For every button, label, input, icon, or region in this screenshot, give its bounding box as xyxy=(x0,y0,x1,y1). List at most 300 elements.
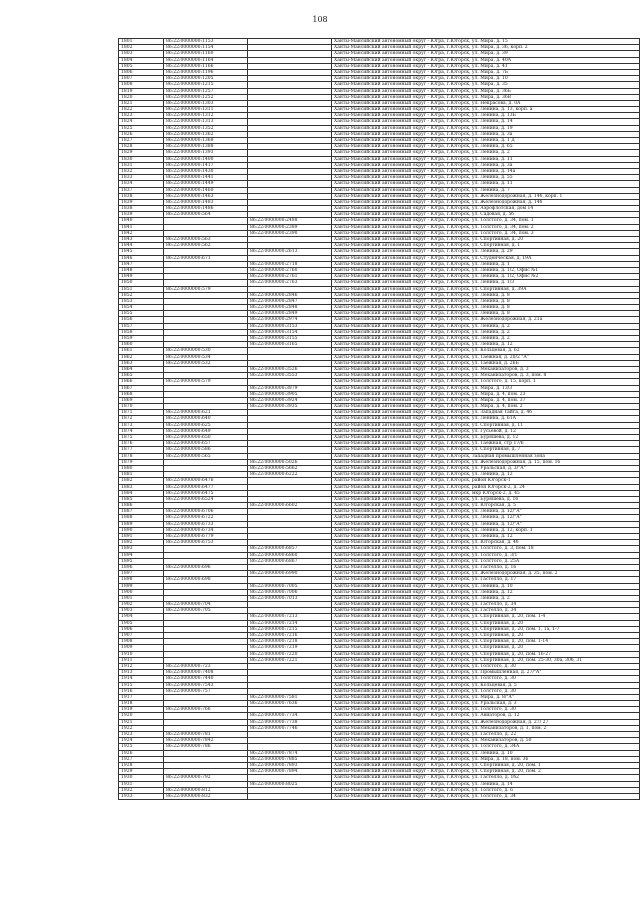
cadastral-number-land: 86:22:0000000:534 xyxy=(164,354,248,360)
address: Ханты-Мансийский автономный округ - Югра, г.Югорск, ул. Ленина, д. 2 xyxy=(332,323,640,329)
address: Ханты-Мансийский автономный округ - Югра, г.Югорск, ул. Ленина, д. 2 xyxy=(332,595,640,601)
address: Ханты-Мансийский автономный округ - Югра, г.Югорск, ул. Гастелло, д. 34 xyxy=(332,602,640,608)
cadastral-number-premises: 86:22:0000000:3924 xyxy=(248,397,332,403)
address: Ханты-Мансийский автономный округ - Югра, г.Югорск, район Югорск-2, д. 24 xyxy=(332,484,640,490)
cadastral-number-premises: 86:22:0000000:7874 xyxy=(248,750,332,756)
address: Ханты-Мансийский автономный округ - Югра, г.Югорск, ул. Толстого, д. 25А xyxy=(332,558,640,564)
cadastral-number-premises: 86:22:0000000:7581 xyxy=(248,694,332,700)
cadastral-number-land: 86:22:0000000:562 xyxy=(164,243,248,249)
address: Ханты-Мансийский автономный округ - Югра, г.Югорск, ул. Ленина, д. 2 xyxy=(332,329,640,335)
address: Ханты-Мансийский автономный округ - Югра, г.Югорск, район Югорск-1 xyxy=(332,478,640,484)
address: Ханты-Мансийский автономный округ - Югра, г.Югорск, ул. Спортивная, д. 39А xyxy=(332,286,640,292)
cadastral-number-premises: 86:22:0000000:2390 xyxy=(248,230,332,236)
page-number: 108 xyxy=(312,15,328,24)
cadastral-number-land: 86:22:0000000:1153 xyxy=(164,39,248,45)
cadastral-number-premises: 86:22:0000000:6222 xyxy=(248,472,332,478)
row-number: 1904 xyxy=(119,614,164,620)
address: Ханты-Мансийский автономный округ - Югра, г.Югорск, ул. Спортивная, д. 20, пом. 1-14 xyxy=(332,639,640,645)
row-number: 1926 xyxy=(119,750,164,756)
cadastral-number-land: 86:22:0000000:1400 xyxy=(164,156,248,162)
cadastral-number-land: 86:22:0000000:6734 xyxy=(164,527,248,533)
address: Ханты-Мансийский автономный округ - Югра, г.Югорск, ул. Ленина, д. 65 xyxy=(332,144,640,150)
address: Ханты-Мансийский автономный округ - Югра, г.Югорск, ул. Гастелло, д. 17 xyxy=(332,577,640,583)
address: Ханты-Мансийский автономный округ - Югра, г.Югорск, ул. Толстого, д. 30 xyxy=(332,676,640,682)
row-number: 1894 xyxy=(119,552,164,558)
row-number: 1898 xyxy=(119,577,164,583)
address: Ханты-Мансийский автономный округ - Югра, г.Югорск, ул. Мира, д. 40А xyxy=(332,57,640,63)
row-number: 1906 xyxy=(119,626,164,632)
address: Ханты-Мансийский автономный округ - Югра, г.Югорск, ул. Мира, д. 13/3 xyxy=(332,385,640,391)
address: Ханты-Мансийский автономный округ - Югра, г.Югорск, ул. Ленина, д. 12/"А" xyxy=(332,515,640,521)
cadastral-number-premises: 86:22:0000000:7894 xyxy=(248,769,332,775)
address: Ханты-Мансийский автономный округ - Югра, г.Югорск, ул. Ленина, д. 13Б xyxy=(332,113,640,119)
registry-table-body xyxy=(119,39,640,800)
cadastral-number-premises: 86:22:0000000:7218 xyxy=(248,639,332,645)
address: Ханты-Мансийский автономный округ - Югра, г.Югорск, ул. Железнодорожная, д. 35, пом. 2 xyxy=(332,571,640,577)
row-number: 1841 xyxy=(119,224,164,230)
cadastral-number-land: 86:22:0000000:1154 xyxy=(164,45,248,51)
row-number: 1907 xyxy=(119,633,164,639)
row-number: 1875 xyxy=(119,435,164,441)
row-number: 1868 xyxy=(119,391,164,397)
address: Ханты-Мансийский автономный округ - Югра, г.Югорск, ул. Ленина, д. 10 xyxy=(332,750,640,756)
row-number: 1840 xyxy=(119,218,164,224)
cadastral-number-premises: 86:22:0000000:2846 xyxy=(248,292,332,298)
row-number: 1850 xyxy=(119,280,164,286)
address: Ханты-Мансийский автономный округ - Югра, г.Югорск, ул. Гастелло, д. 1б2 xyxy=(332,775,640,781)
row-number: 1858 xyxy=(119,329,164,335)
cadastral-number-premises: 86:22:0000000:7746 xyxy=(248,725,332,731)
row-number: 1917 xyxy=(119,694,164,700)
cadastral-number-premises: 86:22:0000000:2761 xyxy=(248,274,332,280)
cadastral-number-land: 86:22:0000000:1388 xyxy=(164,144,248,150)
row-number: 1852 xyxy=(119,292,164,298)
row-number: 1865 xyxy=(119,373,164,379)
cadastral-number-premises: 86:22:0000000:7215 xyxy=(248,626,332,632)
row-number: 1853 xyxy=(119,298,164,304)
address: Ханты-Мансийский автономный округ - Югра, г.Югорск, ул. Мира, д. 7Б xyxy=(332,69,640,75)
address: Ханты-Мансийский автономный округ - Югра, г.Югорск, Западная промышленная зона xyxy=(332,453,640,459)
row-number: 1884 xyxy=(119,490,164,496)
cadastral-number-land: 86:22:0000000:621 xyxy=(164,410,248,416)
cadastral-number-land: 86:22:0000000:1441 xyxy=(164,175,248,181)
cadastral-number-land: 86:22:0000000:7543 xyxy=(164,682,248,688)
cadastral-number-premises: 86:22:0000000:7213 xyxy=(248,614,332,620)
address: Ханты-Мансийский автономный округ - Югра, г.Югорск, ул. Буряшева, д. 16 xyxy=(332,496,640,502)
row-number: 1829 xyxy=(119,150,164,156)
row-number: 1839 xyxy=(119,212,164,218)
row-number: 1879 xyxy=(119,459,164,465)
cadastral-number-land: 86:22:0000000:564 xyxy=(164,212,248,218)
row-number: 1922 xyxy=(119,725,164,731)
row-number: 1911 xyxy=(119,657,164,663)
row-number: 1848 xyxy=(119,267,164,273)
row-number: 1837 xyxy=(119,187,164,193)
cadastral-number-land: 86:22:0000000:698 xyxy=(164,577,248,583)
cadastral-number-land: 86:22:0000000:6476 xyxy=(164,478,248,484)
cadastral-number-premises: 86:22:0000000:7738 xyxy=(248,719,332,725)
row-number: 1910 xyxy=(119,651,164,657)
row-number: 1886 xyxy=(119,503,164,509)
cadastral-number-land: 86:22:0000000:6722 xyxy=(164,515,248,521)
cadastral-number-land: 86:22:0000000:671 xyxy=(164,255,248,261)
cadastral-number-premises: 86:22:0000000:7734 xyxy=(248,713,332,719)
cadastral-number-land: 86:22:0000000:1196 xyxy=(164,69,248,75)
row-number: 1915 xyxy=(119,682,164,688)
row-number: 1925 xyxy=(119,744,164,750)
cadastral-number-premises: 86:22:0000000:3165 xyxy=(248,342,332,348)
row-number: 1823 xyxy=(119,113,164,119)
cadastral-number-premises: 86:22:0000000:7216 xyxy=(248,633,332,639)
address: Ханты-Мансийский автономный округ - Югра, г.Югорск, ул. Мира, д. 4, пом. 23 xyxy=(332,391,640,397)
address: Ханты-Мансийский автономный округ - Югра, г.Югорск, ул. Ленина, д. 7 xyxy=(332,187,640,193)
cadastral-number-premises: 86:22:0000000:2974 xyxy=(248,317,332,323)
row-number: 1827 xyxy=(119,138,164,144)
address: Ханты-Мансийский автономный округ - Югра, г.Югорск, ул. Ленина, д. 29 xyxy=(332,249,640,255)
address: Ханты-Мансийский автономный округ - Югра, г.Югорск, ул. Спортивная, д. 20 xyxy=(332,633,640,639)
row-number: 1825 xyxy=(119,125,164,131)
cadastral-number-premises: 86:22:0000000:3553 xyxy=(248,373,332,379)
row-number: 1888 xyxy=(119,515,164,521)
row-number: 1832 xyxy=(119,168,164,174)
cadastral-number-land: 86:22:0000000:812 xyxy=(164,787,248,793)
cadastral-number-land: 86:22:0000000:781 xyxy=(164,732,248,738)
cadastral-number-premises: 86:22:0000000:2849 xyxy=(248,311,332,317)
cadastral-number-land: 86:22:0000000:705 xyxy=(164,608,248,614)
table-row xyxy=(119,193,640,199)
row-number: 1920 xyxy=(119,713,164,719)
row-number: 1916 xyxy=(119,688,164,694)
row-number: 1870 xyxy=(119,404,164,410)
cadastral-number-land: 86:22:0000000:832 xyxy=(164,793,248,799)
cadastral-number-land: 86:22:0000000:586 xyxy=(164,447,248,453)
address: Ханты-Мансийский автономный округ - Югра, г.Югорск, ул. Ленина, д. 2 xyxy=(332,150,640,156)
cadastral-number-premises: 86:22:0000000:2488 xyxy=(248,218,332,224)
row-number: 1847 xyxy=(119,261,164,267)
cadastral-number-premises: 86:22:0000000:5026 xyxy=(248,459,332,465)
address: Ханты-Мансийский автономный округ - Югра, г.Югорск, ул. Спортивная, д. 20 xyxy=(332,645,640,651)
address: Ханты-Мансийский автономный округ - Югра, г.Югорск, ул. Спортивная, д. 11 xyxy=(332,422,640,428)
address: Ханты-Мансийский автономный округ - Югра, г.Югорск, ул. Толстого, д. 34, пом. 2 xyxy=(332,224,640,230)
cadastral-number-land: 86:22:0000000:650 xyxy=(164,435,248,441)
cadastral-number-land: 86:22:0000000:649 xyxy=(164,428,248,434)
cadastral-number-land: 86:22:0000000:1303 xyxy=(164,100,248,106)
address: Ханты-Мансийский автономный округ - Югра, г.Югорск, ул. Ленина, д. 12 xyxy=(332,342,640,348)
address: Ханты-Мансийский автономный округ - Югра, г.Югорск, ул. Мира, д. 36Б xyxy=(332,88,640,94)
row-number: 1893 xyxy=(119,546,164,552)
address: Ханты-Мансийский автономный округ - Югра, г.Югорск, ул. Толстого, д. 30 xyxy=(332,663,640,669)
address: Ханты-Мансийский автономный округ - Югра, г.Югорск, ул. Мира, д. 10 xyxy=(332,76,640,82)
address: Ханты-Мансийский автономный округ - Югра, г.Югорск, ул. Ленина, д. 12 xyxy=(332,589,640,595)
row-number: 1919 xyxy=(119,707,164,713)
row-number: 1844 xyxy=(119,243,164,249)
address: Ханты-Мансийский автономный округ - Югра, г.Югорск, ул. Мира, д. 41 xyxy=(332,63,640,69)
row-number: 1896 xyxy=(119,564,164,570)
row-number: 1927 xyxy=(119,756,164,762)
cadastral-number-premises: 86:22:0000000:3154 xyxy=(248,329,332,335)
cadastral-number-premises: 86:22:0000000:7005 xyxy=(248,583,332,589)
cadastral-number-premises: 86:22:0000000:3526 xyxy=(248,366,332,372)
row-number: 1828 xyxy=(119,144,164,150)
cadastral-number-premises: 86:22:0000000:7221 xyxy=(248,657,332,663)
row-number: 1881 xyxy=(119,472,164,478)
row-number: 1876 xyxy=(119,441,164,447)
cadastral-number-land: 86:22:0000000:6779 xyxy=(164,534,248,540)
cadastral-number-land: 86:22:0000000:723 xyxy=(164,663,248,669)
row-number: 1895 xyxy=(119,558,164,564)
cadastral-number-premises: 86:22:0000000:7220 xyxy=(248,651,332,657)
address: Ханты-Мансийский автономный округ - Югра, г.Югорск, ул. Механизаторов, д. 50 xyxy=(332,738,640,744)
cadastral-number-premises: 86:22:0000000:2848 xyxy=(248,305,332,311)
row-number: 1830 xyxy=(119,156,164,162)
row-number: 1930 xyxy=(119,775,164,781)
row-number: 1851 xyxy=(119,286,164,292)
address: Ханты-Мансийский автономный округ - Югра, г.Югорск, ул. Железнодорожная, д. 27/ 27 xyxy=(332,719,640,725)
address: Ханты-Мансийский автономный округ - Югра, г.Югорск, ул. Толстого, д. 30 xyxy=(332,688,640,694)
cadastral-number-premises: 86:22:0000000:7636 xyxy=(248,701,332,707)
cadastral-number-premises: 86:22:0000000:6857 xyxy=(248,546,332,552)
cadastral-number-premises: 86:22:0000000:2763 xyxy=(248,280,332,286)
row-number: 1921 xyxy=(119,719,164,725)
row-number: 1902 xyxy=(119,602,164,608)
row-number: 1872 xyxy=(119,416,164,422)
row-number: 1889 xyxy=(119,521,164,527)
address: Ханты-Мансийский автономный округ - Югра, г.Югорск, ул. Спортивная, д. 20, пом. 1-4 xyxy=(332,614,640,620)
address: Ханты-Мансийский автономный округ - Югра, г.Югорск, ул. Ленина, д. 11 xyxy=(332,181,640,187)
row-number: 1863 xyxy=(119,360,164,366)
row-number: 1867 xyxy=(119,385,164,391)
address: Ханты-Мансийский автономный округ - Югра, г.Югорск, ул. Механизаторов, д. 1, пом. 2 xyxy=(332,725,640,731)
address: Ханты-Мансийский автономный округ - Югра, г.Югорск, ул. Ленина, д. 12, корп. 1 xyxy=(332,527,640,533)
address: Ханты-Мансийский автономный округ - Югра, г.Югорск, ул. Железнодорожная, д. 15, пом. 16 xyxy=(332,459,640,465)
address: Ханты-Мансийский автономный округ - Югра, г.Югорск, ул. Ленина, д. 8 xyxy=(332,311,640,317)
address: Ханты-Мансийский автономный округ - Югра, г.Югорск, ул. Ленина, д. 12 xyxy=(332,472,640,478)
registry-table xyxy=(118,38,640,800)
row-number: 1856 xyxy=(119,317,164,323)
address: Ханты-Мансийский автономный округ - Югра, г.Югорск, ул. Спортивная, д. 20 xyxy=(332,237,640,243)
address: Ханты-Мансийский автономный округ - Югра, г.Югорск, ул. Некрасова, д. 0А xyxy=(332,100,640,106)
cadastral-number-land: 86:22:0000000:7408 xyxy=(164,670,248,676)
row-number: 1883 xyxy=(119,484,164,490)
address: Ханты-Мансийский автономный округ - Югра, г.Югорск, ул. Мира, д. 4, пом. 37 xyxy=(332,397,640,403)
cadastral-number-premises: 86:22:0000000:7893 xyxy=(248,762,332,768)
row-number: 1885 xyxy=(119,496,164,502)
cadastral-number-premises: 86:22:0000000:7219 xyxy=(248,645,332,651)
cadastral-number-premises: 86:22:0000000:3879 xyxy=(248,385,332,391)
row-number: 1860 xyxy=(119,342,164,348)
row-number: 1808 xyxy=(119,82,164,88)
cadastral-number-premises: 86:22:0000000:7214 xyxy=(248,620,332,626)
cadastral-number-land: 86:22:0000000:530 xyxy=(164,348,248,354)
cadastral-number-land: 86:22:0000000:6753 xyxy=(164,540,248,546)
address: Ханты-Мансийский автономный округ - Югра, г.Югорск, ул. Югорская, д. 4б xyxy=(332,540,640,546)
cadastral-number-land: 86:22:0000000:1362 xyxy=(164,131,248,137)
address: Ханты-Мансийский автономный округ - Югра, г.Югорск, ул. Ленина, д. 1 Д xyxy=(332,138,640,144)
cadastral-number-land: 86:22:0000000:786 xyxy=(164,744,248,750)
address: Ханты-Мансийский автономный округ - Югра, г.Югорск, ул. Ленина, д. 1/2, Офис №1 xyxy=(332,267,640,273)
address: Ханты-Мансийский автономный округ - Югра, г.Югорск, ул. Механизаторов, д. 3 xyxy=(332,366,640,372)
cadastral-number-land: 86:22:0000000:579 xyxy=(164,379,248,385)
cadastral-number-premises: 86:22:0000000:3153 xyxy=(248,323,332,329)
row-number: 1859 xyxy=(119,336,164,342)
address: Ханты-Мансийский автономный округ - Югра, г.Югорск, ул. Кольцевая, д. 5 xyxy=(332,682,640,688)
row-number: 1857 xyxy=(119,323,164,329)
cadastral-number-land: 86:22:0000000:757 xyxy=(164,688,248,694)
cadastral-number-land: 86:22:0000000:1430 xyxy=(164,168,248,174)
address: Ханты-Мансийский автономный округ - Югра, г.Югорск, ул. Таежная, д. 20/2 "А" xyxy=(332,354,640,360)
row-number: 1822 xyxy=(119,107,164,113)
address: Ханты-Мансийский автономный округ - Югра, г.Югорск, ул. Уральская, д. 3 xyxy=(332,701,640,707)
address: Ханты-Мансийский автономный округ - Югра, г.Югорск, ул. Аэрофлотская, дом 14 xyxy=(332,206,640,212)
cadastral-number-land: 86:22:0000000:1486 xyxy=(164,206,248,212)
row-number: 1909 xyxy=(119,645,164,651)
row-number: 1918 xyxy=(119,701,164,707)
row-number: 1861 xyxy=(119,348,164,354)
address: Ханты-Мансийский автономный округ - Югра, г.Югорск, ул. Югорская, д. 5 xyxy=(332,503,640,509)
cadastral-number-premises: 86:22:0000000:7006 xyxy=(248,589,332,595)
row-number: 1933 xyxy=(119,793,164,799)
cadastral-number-land: 86:22:0000000:640 xyxy=(164,416,248,422)
row-number: 1929 xyxy=(119,769,164,775)
cadastral-number-land: 86:22:0000000:6524 xyxy=(164,496,248,502)
address: Ханты-Мансийский автономный округ - Югра, г.Югорск, ул. Западная Тайга, д. 4б xyxy=(332,410,640,416)
cadastral-number-land: 86:22:0000000:6706 xyxy=(164,509,248,515)
address: Ханты-Мансийский автономный округ - Югра, г.Югорск, ул. Ленина, д. 8 xyxy=(332,305,640,311)
address: Ханты-Мансийский автономный округ - Югра, г.Югорск, ул. Спортивная, д. 1 xyxy=(332,243,640,249)
cadastral-number-land: 86:22:0000000:1205 xyxy=(164,76,248,82)
address: Ханты-Мансийский автономный округ - Югра, г.Югорск, ул. Спортивная, д. 7 xyxy=(332,447,640,453)
address: Ханты-Мансийский автономный округ - Югра, г.Югорск, ул. Мира, д. 15 xyxy=(332,39,640,45)
row-number: 1819 xyxy=(119,88,164,94)
row-number: 1802 xyxy=(119,45,164,51)
row-number: 1843 xyxy=(119,237,164,243)
cadastral-number-land: 86:22:0000000:6475 xyxy=(164,490,248,496)
address: Ханты-Мансийский автономный округ - Югра, г.Югорск, ул. Толстого, д. 34 xyxy=(332,793,640,799)
address: Ханты-Мансийский автономный округ - Югра, г.Югорск, ул. Спортивная, д. 20, пом. 1, 1а, 1-7 xyxy=(332,626,640,632)
row-number: 1923 xyxy=(119,732,164,738)
table-row xyxy=(119,793,640,799)
cadastral-number-land: 86:22:0000000:565 xyxy=(164,453,248,459)
cadastral-number-land: 86:22:0000000:1312 xyxy=(164,113,248,119)
address: Ханты-Мансийский автономный округ - Югра, г.Югорск, ул. Студенческая, д. 19А xyxy=(332,255,640,261)
cadastral-number-premises: 86:22:0000000:7885 xyxy=(248,756,332,762)
address: Ханты-Мансийский автономный округ - Югра, г.Югорск, ул. Ленина, д. 1/2, Офис №2 xyxy=(332,274,640,280)
address: Ханты-Мансийский автономный округ - Югра, г.Югорск, ул. Ленина, д. 13, корп. а xyxy=(332,107,640,113)
row-number: 1826 xyxy=(119,131,164,137)
cadastral-number-land: 86:22:0000000:1311 xyxy=(164,107,248,113)
address: Ханты-Мансийский автономный округ - Югра, г.Югорск, ул. Толстого, д. 34, пом. 1 xyxy=(332,218,640,224)
row-number: 1849 xyxy=(119,274,164,280)
address: Ханты-Мансийский автономный округ - Югра, г.Югорск, ул. Толстого, д. 3, пом. 18 xyxy=(332,546,640,552)
cadastral-number-land: 86:22:0000000:1257 xyxy=(164,88,248,94)
cadastral-number-land: 86:22:0000000:1352 xyxy=(164,125,248,131)
row-number: 1912 xyxy=(119,663,164,669)
address: Ханты-Мансийский автономный округ - Югра, г.Югорск, ул. Таежная, стр 17/6 xyxy=(332,441,640,447)
row-number: 1899 xyxy=(119,583,164,589)
row-number: 1887 xyxy=(119,509,164,515)
address: Ханты-Мансийский автономный округ - Югра, г.Югорск, ул. Буряшева, д. 12 xyxy=(332,435,640,441)
cadastral-number-premises: 86:22:0000000:2760 xyxy=(248,267,332,273)
address: Ханты-Мансийский автономный округ - Югра, г.Югорск, ул. Уральская, д. 3/"А" xyxy=(332,465,640,471)
address: Ханты-Мансийский автономный округ - Югра, г.Югорск, ул. Ленина, д. 8 xyxy=(332,298,640,304)
cadastral-number-land: 86:22:0000000:1393 xyxy=(164,150,248,156)
row-number: 1855 xyxy=(119,311,164,317)
row-number: 1864 xyxy=(119,366,164,372)
cadastral-number-premises: 86:22:0000000:2718 xyxy=(248,261,332,267)
address: Ханты-Мансийский автономный округ - Югра, г.Югорск, ул. Мира, д. 18, пом. 36 xyxy=(332,756,640,762)
address: Ханты-Мансийский автономный округ - Югра, г.Югорск, ул. Кольцевая, д. 62 xyxy=(332,348,640,354)
row-number: 1890 xyxy=(119,527,164,533)
address: Ханты-Мансийский автономный округ - Югра, г.Югорск, мкр Югорск-2, д. 45 xyxy=(332,490,640,496)
cadastral-number-land: 86:22:0000000:1449 xyxy=(164,181,248,187)
row-number: 1821 xyxy=(119,100,164,106)
row-number: 1838 xyxy=(119,193,164,199)
row-number: 1871 xyxy=(119,410,164,416)
cadastral-number-land: 86:22:0000000:1368 xyxy=(164,138,248,144)
row-number: 1891 xyxy=(119,534,164,540)
row-number: 1913 xyxy=(119,670,164,676)
cadastral-number-land: 86:22:0000000:563 xyxy=(164,237,248,243)
address: Ханты-Мансийский автономный округ - Югра, г.Югорск, ул. Гусьевой, д. 12 xyxy=(332,428,640,434)
cadastral-number-premises: 86:22:0000000:6990 xyxy=(248,571,332,577)
row-number: 1807 xyxy=(119,76,164,82)
row-number: 1806 xyxy=(119,69,164,75)
row-number: 1905 xyxy=(119,620,164,626)
address: Ханты-Мансийский автономный округ - Югра, г.Югорск, ул. Мира, д. 36В xyxy=(332,94,640,100)
address: Ханты-Мансийский автономный округ - Югра, г.Югорск, ул. Мира, д. 8/"А" xyxy=(332,694,640,700)
address: Ханты-Мансийский автономный округ - Югра, г.Югорск, ул. Мира, д. 4, пом. 2 xyxy=(332,404,640,410)
row-number: 1838 xyxy=(119,206,164,212)
cadastral-number-land: 86:22:0000000:7440 xyxy=(164,676,248,682)
cadastral-number-land: 86:22:0000000:1215 xyxy=(164,82,248,88)
cadastral-number-land: 86:22:0000000:6477 xyxy=(164,484,248,490)
cadastral-number-land: 86:22:0000000:766 xyxy=(164,707,248,713)
row-number: 1866 xyxy=(119,379,164,385)
address: Ханты-Мансийский автономный округ - Югра, г.Югорск, ул. Ленина, д. 12/"А" xyxy=(332,509,640,515)
address: Ханты-Мансийский автономный округ - Югра, г.Югорск, ул. Толстого, д. 3/1 xyxy=(332,552,640,558)
cadastral-number-land: 86:22:0000000:7842 xyxy=(164,738,248,744)
cadastral-number-premises: 86:22:0000000:6860 xyxy=(248,552,332,558)
address: Ханты-Мансийский автономный округ - Югра, г.Югорск, ул. Толстого, д. 15, корп. 1 xyxy=(332,379,640,385)
row-number: 1803 xyxy=(119,51,164,57)
cadastral-number-land: 86:22:0000000:1160 xyxy=(164,51,248,57)
row-number: 1820 xyxy=(119,94,164,100)
address: Ханты-Мансийский автономный округ - Югра, г.Югорск, ул. Ленина, д. 2 xyxy=(332,336,640,342)
address: Ханты-Мансийский автономный округ - Югра, г.Югорск, ул. Толстого, д. 6 xyxy=(332,787,640,793)
row-number: 1842 xyxy=(119,230,164,236)
address: Ханты-Мансийский автономный округ - Югра, г.Югорск, ул. Механизаторов, д. 3, пом. 8 xyxy=(332,373,640,379)
cadastral-number-premises: 86:22:0000000:7013 xyxy=(248,595,332,601)
address: Ханты-Мансийский автономный округ - Югра, г.Югорск, ул. Железнодорожная, д. 21а xyxy=(332,317,640,323)
row-number: 1878 xyxy=(119,453,164,459)
address: Ханты-Мансийский автономный округ - Югра, г.Югорск, ул. Ленина, д. 10 xyxy=(332,583,640,589)
row-number: 1869 xyxy=(119,397,164,403)
address: Ханты-Мансийский автономный округ - Югра, г.Югорск, ул. Толстого, д. 34, пом. 3 xyxy=(332,230,640,236)
address: Ханты-Мансийский автономный округ - Югра, г.Югорск, ул. Толстого, д. 34А xyxy=(332,744,640,750)
address: Ханты-Мансийский автономный округ - Югра, г.Югорск, ул. Ленина, д. 3а xyxy=(332,162,640,168)
address: Ханты-Мансийский автономный округ - Югра, г.Югорск, ул. Спортивная, д. 20, пом. 16-27 xyxy=(332,651,640,657)
address: Ханты-Мансийский автономный округ - Югра, г.Югорск, ул. Ленина, д. 14 xyxy=(332,119,640,125)
row-number: 1880 xyxy=(119,465,164,471)
row-number: 1932 xyxy=(119,787,164,793)
address: Ханты-Мансийский автономный округ - Югра, г.Югорск, ул. Спортивная, д. 20 xyxy=(332,620,640,626)
address: Ханты-Мансийский автономный округ - Югра, г.Югорск, ул. Ленина, д. 8 xyxy=(332,292,640,298)
cadastral-number-land: 86:22:0000000:696 xyxy=(164,564,248,570)
cadastral-number-premises: 86:22:0000000:6867 xyxy=(248,558,332,564)
row-number: 1839 xyxy=(119,199,164,205)
address: Ханты-Мансийский автономный округ - Югра, г.Югорск, ул. Ленина, д. 14а xyxy=(332,168,640,174)
cadastral-number-premises: 86:22:0000000:8025 xyxy=(248,781,332,787)
